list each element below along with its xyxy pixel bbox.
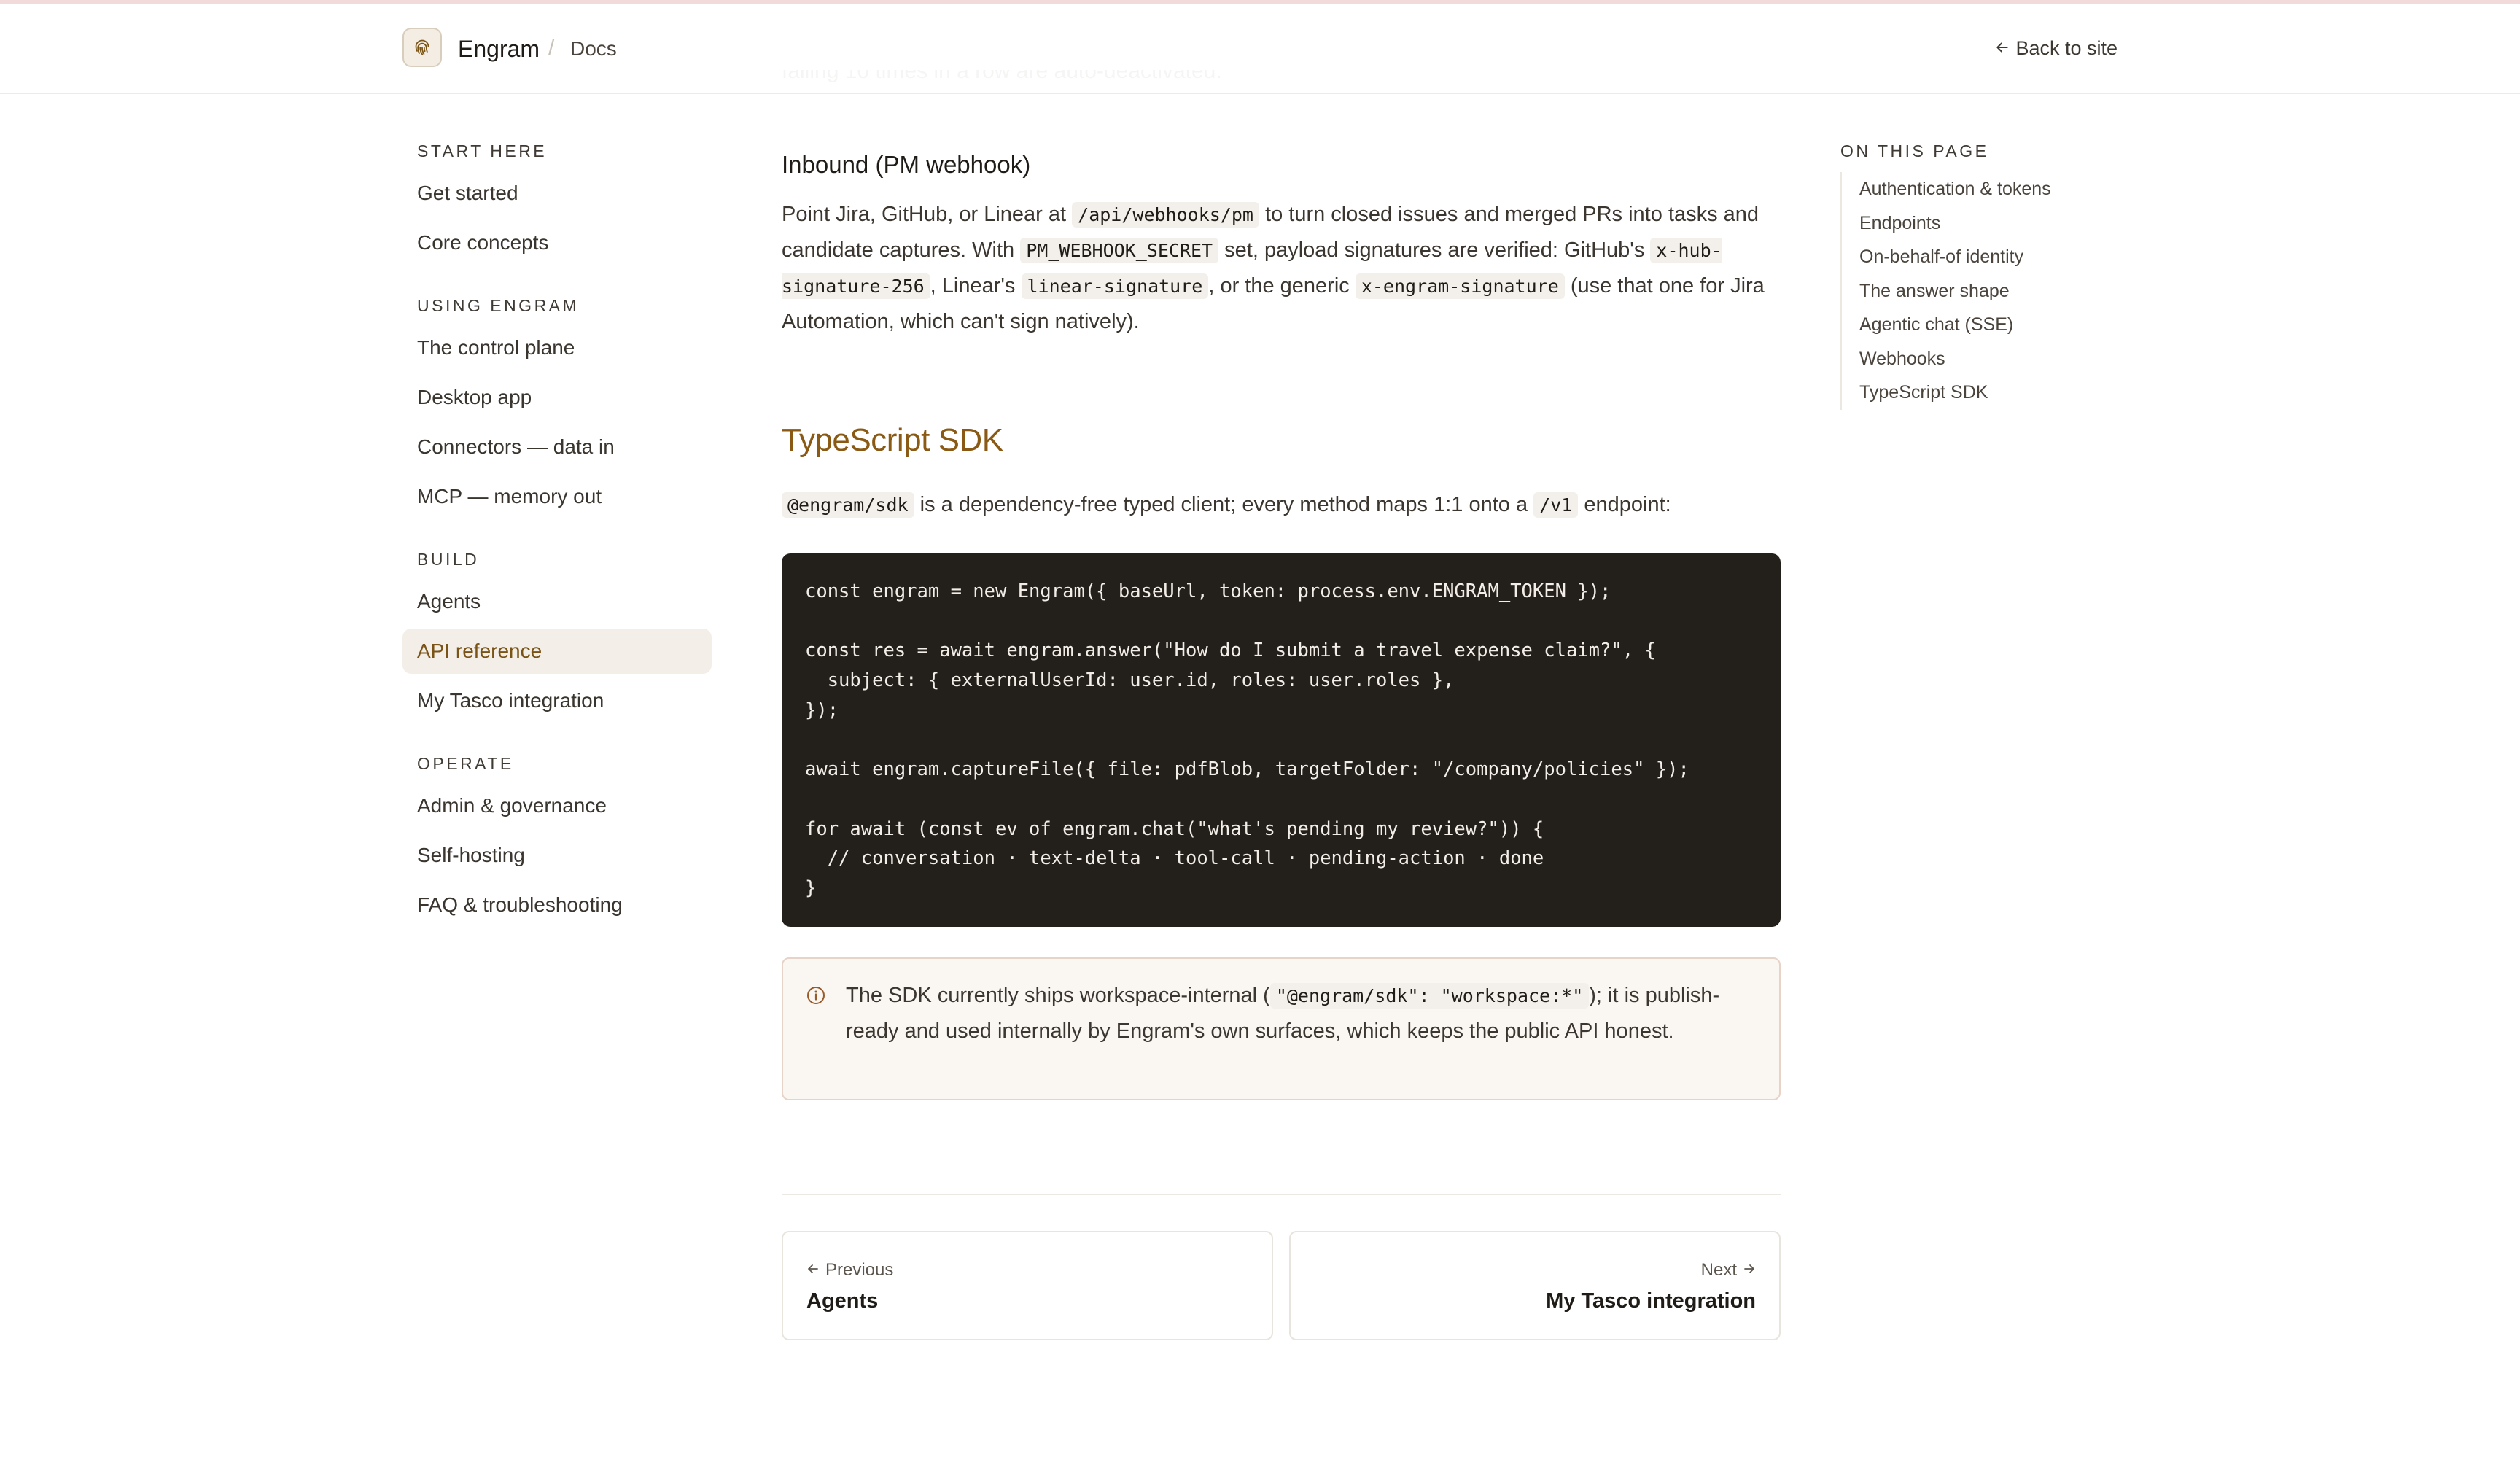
inline-code-workspace-dep: "@engram/sdk": "workspace:*" bbox=[1270, 983, 1589, 1009]
top-bar bbox=[0, 4, 2520, 94]
code-line: } bbox=[805, 877, 817, 899]
previous-label-text: Previous bbox=[825, 1260, 894, 1280]
code-line bbox=[805, 725, 1757, 755]
sidebar-item-faq[interactable]: FAQ & troubleshooting bbox=[417, 893, 623, 916]
text-span: Point Jira, GitHub, or Linear at bbox=[782, 203, 1073, 226]
code-line: const res = await engram.answer("How do I submit a travel expense claim?", { bbox=[805, 640, 1656, 662]
text-span: is a dependency-free typed client; every method maps 1:1 onto a bbox=[914, 493, 1534, 516]
on-this-page bbox=[1840, 139, 2132, 410]
sidebar-item-api-reference[interactable]: API reference bbox=[402, 629, 712, 674]
inbound-webhook-paragraph bbox=[782, 197, 1781, 340]
code-line: }); bbox=[805, 699, 839, 721]
toc-list bbox=[1840, 172, 2132, 410]
code-line: const engram = new Engram({ baseUrl, token: process.env.ENGRAM_TOKEN }); bbox=[805, 580, 1611, 602]
back-to-site-link[interactable] bbox=[1995, 37, 2118, 60]
text-span: to turn closed issues and merged PRs into tasks and candidate captures. With bbox=[782, 203, 1759, 262]
inline-code-github-signature: x-hub-signature-256 bbox=[782, 238, 1722, 299]
docs-sidebar bbox=[402, 139, 712, 955]
toc-item-on-behalf-of[interactable]: On-behalf-of identity bbox=[1859, 246, 2024, 267]
previous-title: Agents bbox=[806, 1289, 879, 1313]
code-line: subject: { externalUserId: user.id, roles: user.roles }, bbox=[805, 669, 1455, 692]
toc-title: ON THIS PAGE bbox=[1840, 141, 1989, 160]
text-span: , or the generic bbox=[1208, 274, 1356, 298]
main-content bbox=[782, 0, 1781, 1457]
sidebar-item-desktop-app[interactable]: Desktop app bbox=[417, 386, 532, 408]
callout-text bbox=[846, 978, 1759, 1049]
fingerprint-icon[interactable] bbox=[402, 28, 442, 67]
text-span: endpoint: bbox=[1578, 493, 1671, 516]
toc-item-authentication[interactable]: Authentication & tokens bbox=[1859, 179, 2051, 199]
breadcrumb-docs[interactable]: Docs bbox=[570, 37, 617, 60]
nav-section-using-engram bbox=[402, 293, 712, 519]
sidebar-item-connectors[interactable]: Connectors — data in bbox=[417, 435, 615, 458]
nav-section-build bbox=[402, 547, 712, 723]
sidebar-item-mcp[interactable]: MCP — memory out bbox=[417, 485, 602, 508]
sidebar-item-tasco-integration[interactable]: My Tasco integration bbox=[417, 689, 604, 712]
brand-name[interactable]: Engram bbox=[458, 36, 540, 62]
code-line: // conversation · text-delta · tool-call · pending-action · done bbox=[805, 847, 1544, 870]
toc-item-answer-shape[interactable]: The answer shape bbox=[1859, 280, 2010, 301]
inline-code-webhook-path: /api/webhooks/pm bbox=[1072, 202, 1259, 228]
inline-code-linear-signature: linear-signature bbox=[1022, 273, 1209, 299]
sidebar-item-admin-governance[interactable]: Admin & governance bbox=[417, 794, 607, 817]
info-circle-icon bbox=[806, 986, 825, 1009]
next-title: My Tasco integration bbox=[1546, 1289, 1756, 1313]
nav-section-start-here bbox=[402, 139, 712, 265]
sidebar-item-control-plane[interactable]: The control plane bbox=[417, 336, 575, 359]
sdk-code-block[interactable] bbox=[782, 553, 1781, 927]
breadcrumb-separator: / bbox=[548, 36, 555, 60]
inline-code-v1: /v1 bbox=[1533, 492, 1578, 518]
previous-page-link[interactable] bbox=[782, 1231, 1273, 1340]
toc-item-agentic-chat[interactable]: Agentic chat (SSE) bbox=[1859, 314, 2014, 335]
code-line bbox=[805, 607, 1757, 637]
inline-code-sdk-package: @engram/sdk bbox=[782, 492, 914, 518]
sidebar-item-get-started[interactable]: Get started bbox=[417, 182, 518, 204]
text-span: (use that one for Jira Automation, which can't sign natively). bbox=[782, 274, 1765, 333]
nav-section-operate bbox=[402, 751, 712, 928]
previous-label bbox=[806, 1260, 893, 1281]
nav-section-title: START HERE bbox=[417, 141, 548, 160]
nav-section-title: BUILD bbox=[417, 550, 480, 569]
code-line: await engram.captureFile({ file: pdfBlob, targetFolder: "/company/policies" }); bbox=[805, 758, 1689, 781]
toc-item-webhooks[interactable]: Webhooks bbox=[1859, 348, 1945, 369]
arrow-left-icon bbox=[1995, 37, 2010, 60]
typescript-sdk-heading: TypeScript SDK bbox=[782, 422, 1003, 458]
next-page-link[interactable] bbox=[1289, 1231, 1781, 1340]
inbound-webhook-heading: Inbound (PM webhook) bbox=[782, 151, 1031, 178]
code-line bbox=[805, 785, 1757, 815]
toc-item-typescript-sdk[interactable]: TypeScript SDK bbox=[1859, 382, 1988, 403]
toc-item-endpoints[interactable]: Endpoints bbox=[1859, 212, 1941, 233]
sidebar-item-self-hosting[interactable]: Self-hosting bbox=[417, 844, 525, 866]
text-span: The SDK currently ships workspace-internal ( bbox=[846, 984, 1270, 1007]
sdk-info-callout bbox=[782, 957, 1781, 1100]
arrow-right-icon bbox=[1743, 1260, 1756, 1281]
text-span: , Linear's bbox=[930, 274, 1022, 298]
text-span: set, payload signatures are verified: GitHub's bbox=[1218, 238, 1651, 262]
nav-section-title: USING ENGRAM bbox=[417, 296, 580, 315]
sdk-intro-paragraph bbox=[782, 487, 1781, 523]
nav-section-title: OPERATE bbox=[417, 754, 514, 773]
next-label bbox=[1701, 1260, 1756, 1281]
back-to-site-label: Back to site bbox=[2015, 37, 2118, 59]
arrow-left-icon bbox=[806, 1260, 820, 1281]
inline-code-engram-signature: x-engram-signature bbox=[1356, 273, 1565, 299]
text-span: ); it is publish-ready and used internally by Engram's own surfaces, which keeps the public API honest. bbox=[846, 984, 1720, 1043]
code-line: for await (const ev of engram.chat("what's pending my review?")) { bbox=[805, 817, 1544, 840]
divider bbox=[782, 1194, 1781, 1195]
sidebar-item-agents[interactable]: Agents bbox=[417, 590, 481, 613]
inline-code-secret: PM_WEBHOOK_SECRET bbox=[1020, 238, 1218, 263]
next-label-text: Next bbox=[1700, 1260, 1737, 1280]
sidebar-item-core-concepts[interactable]: Core concepts bbox=[417, 231, 549, 254]
